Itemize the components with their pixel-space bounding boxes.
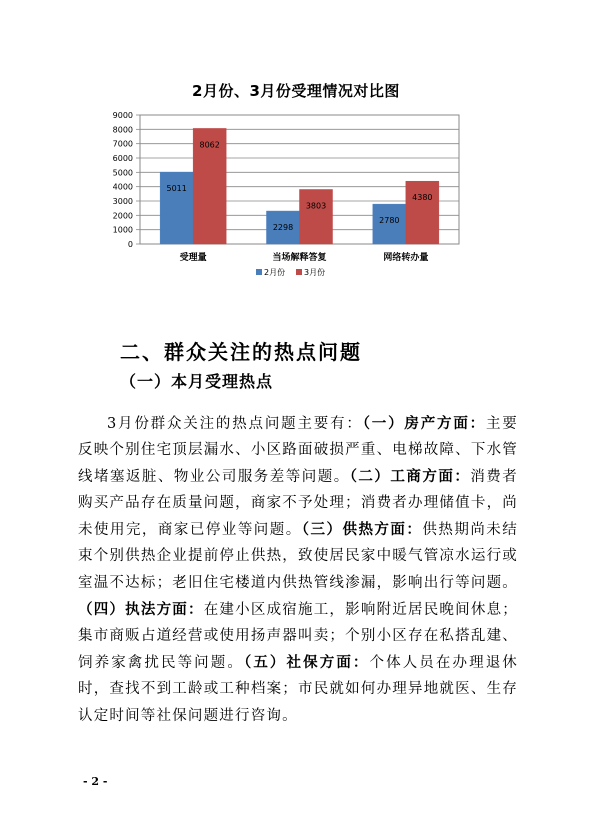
bar bbox=[160, 172, 193, 244]
category-label: 当场解释答复 bbox=[272, 253, 327, 263]
legend-swatch bbox=[296, 269, 302, 275]
y-tick-label: 7000 bbox=[112, 139, 133, 149]
y-tick-label: 0 bbox=[127, 240, 133, 249]
topic-heading-heating: （三）供热方面： bbox=[301, 521, 423, 538]
legend-label: 3月份 bbox=[304, 268, 326, 277]
topic-text-housing: 主要反映个别住宅顶层漏水、小区路面破损严重、电梯故障、下水管线堵塞返脏、物业公司服务差等问题。 bbox=[78, 415, 518, 485]
y-tick-label: 1000 bbox=[112, 225, 133, 235]
page-number: - 2 - bbox=[83, 775, 108, 788]
topic-text-commerce: 消费者购买产品存在质量问题，商家不予处理；消费者办理储值卡，尚未使用完，商家已停业等问题。 bbox=[78, 468, 518, 538]
category-label: 受理量 bbox=[179, 253, 207, 263]
body-paragraph bbox=[78, 411, 518, 730]
data-label: 8062 bbox=[199, 140, 220, 150]
y-tick-label: 8000 bbox=[112, 125, 133, 135]
data-label: 3803 bbox=[305, 201, 327, 211]
data-label: 2298 bbox=[272, 223, 294, 233]
topic-heading-housing: （一）房产方面： bbox=[362, 415, 486, 432]
topic-heading-enforcement: （四）执法方面： bbox=[78, 601, 204, 618]
legend-label: 2月份 bbox=[264, 268, 286, 277]
subsection-heading: （一）本月受理热点 bbox=[120, 372, 274, 391]
section-heading: 二、群众关注的热点问题 bbox=[120, 340, 362, 364]
topic-heading-commerce: （二）工商方面： bbox=[349, 468, 471, 485]
y-tick-label: 9000 bbox=[112, 111, 133, 120]
topic-text-social-security: 个体人员在办理退休时，查找不到工龄或工种档案；市民就如何办理异地就医、生存认定时间等社保问题进行咨询。 bbox=[78, 654, 518, 725]
topic-heading-social-security: （五）社保方面： bbox=[243, 654, 370, 671]
topic-text-heating: 供热期尚未结束个别供热企业提前停止供热，致使居民家中暖气管凉水运行或室温不达标；老旧住宅楼道内供热管线渗漏，影响出行等问题。 bbox=[78, 521, 518, 592]
y-tick-label: 2000 bbox=[112, 211, 133, 221]
category-label: 网络转办量 bbox=[383, 253, 429, 263]
bar bbox=[406, 181, 439, 244]
y-tick-label: 4000 bbox=[112, 182, 133, 192]
chart-title: 2月份、3月份受理情况对比图 bbox=[192, 82, 400, 100]
data-label: 2780 bbox=[379, 216, 400, 226]
y-tick-label: 6000 bbox=[112, 154, 133, 163]
bar-chart bbox=[0, 100, 592, 300]
bar bbox=[300, 189, 333, 244]
legend-swatch bbox=[256, 269, 262, 275]
y-tick-label: 3000 bbox=[112, 197, 133, 206]
intro-text: 3月份群众关注的热点问题主要有： bbox=[107, 415, 363, 432]
data-label: 4380 bbox=[412, 193, 433, 203]
topic-text-enforcement: 在建小区成宿施工，影响附近居民晚间休息；集市商贩占道经营或使用扬声器叫卖；个别小区存在私搭乱建、饲养家禽扰民等问题。 bbox=[78, 601, 518, 671]
y-tick-label: 5000 bbox=[112, 168, 133, 178]
data-label: 5011 bbox=[166, 184, 187, 194]
